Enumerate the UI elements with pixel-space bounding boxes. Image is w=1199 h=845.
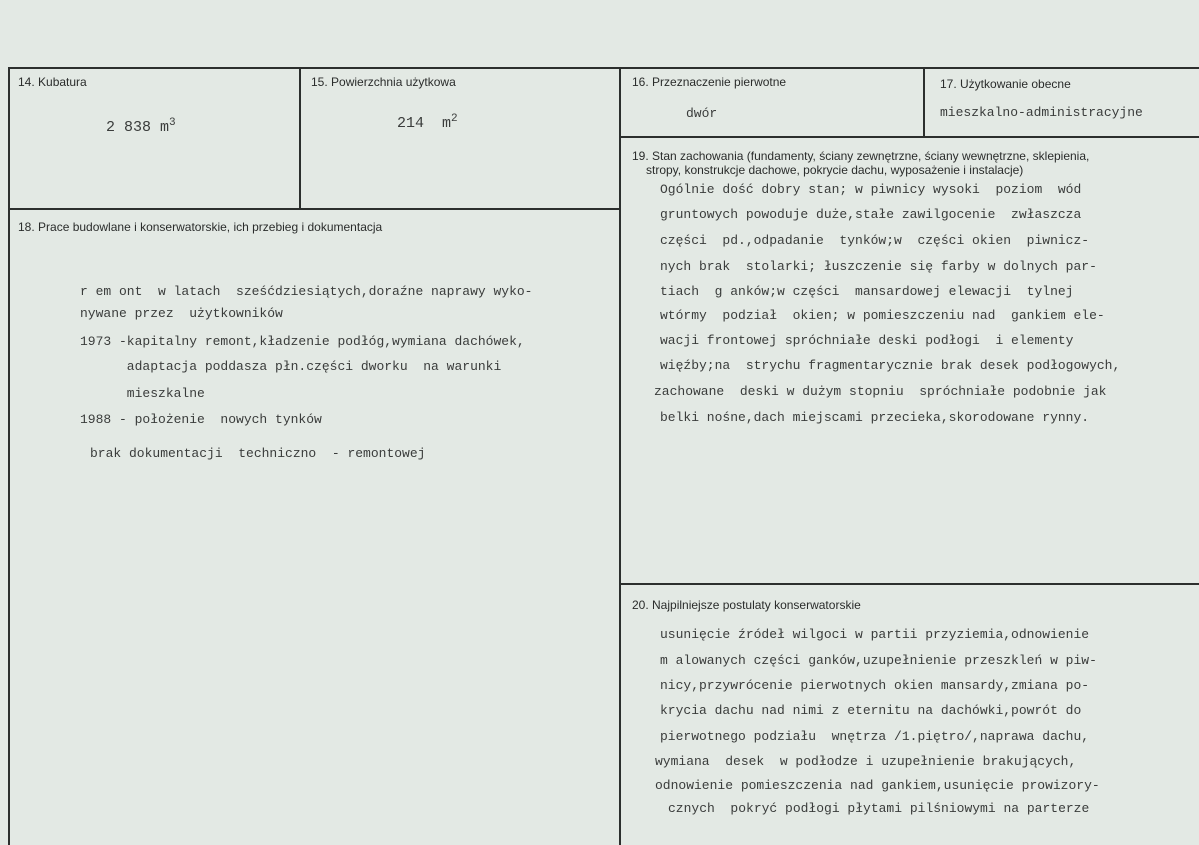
field-18-line: 1988 - położenie nowych tynków	[80, 412, 322, 427]
field-15-unit-sup: 2	[451, 113, 458, 125]
field-16-label: 16. Przeznaczenie pierwotne	[632, 75, 787, 89]
field-19-line: wacji frontowej spróchniałe deski podłogi i elementy	[660, 333, 1074, 348]
field-18-label: 18. Prace budowlane i konserwatorskie, ich przebieg i dokumentacja	[18, 220, 383, 234]
field-19-label-line2: stropy, konstrukcje dachowe, pokrycie dachu, wyposażenie i instalacje)	[646, 163, 1024, 177]
divider-16-17	[923, 67, 925, 137]
field-20-line: krycia dachu nad nimi z eternitu na dachówki,powrót do	[660, 703, 1082, 718]
field-20-line: odnowienie pomieszczenia nad gankiem,usunięcie prowizory-	[655, 778, 1100, 793]
field-18-line: 1973 -kapitalny remont,kładzenie podłóg,wymiana dachówek,	[80, 334, 525, 349]
field-17-label: 17. Użytkowanie obecne	[940, 77, 1071, 91]
field-20-line: m alowanych części ganków,uzupełnienie przeszkleń w piw-	[660, 653, 1097, 668]
line-above-20	[619, 583, 1199, 585]
field-18-line: brak dokumentacji techniczno - remontowej	[90, 446, 426, 461]
field-20-label: 20. Najpilniejsze postulaty konserwatorskie	[632, 598, 861, 612]
field-19-line: belki nośne,dach miejscami przecieka,skorodowane rynny.	[660, 410, 1090, 425]
field-19-line: części pd.,odpadanie tynków;w części okien piwnicz-	[660, 233, 1090, 248]
field-19-line: Ogólnie dość dobry stan; w piwnicy wysoki poziom wód	[660, 182, 1082, 197]
field-18-line: nywane przez użytkowników	[80, 306, 283, 321]
field-19-line: więźby;na strychu fragmentarycznie brak desek podłogowych,	[660, 358, 1121, 373]
field-19-label-line1: 19. Stan zachowania (fundamenty, ściany zewnętrzne, ściany wewnętrzne, sklepienia,	[632, 149, 1090, 163]
field-16-value: dwór	[686, 106, 718, 121]
top-border	[8, 67, 1199, 69]
field-18-line: r em ont w latach sześćdziesiątych,doraźne naprawy wyko-	[80, 284, 533, 299]
field-19-line: wtórmy podział okien; w pomieszczeniu nad gankiem ele-	[660, 308, 1105, 323]
field-14-label: 14. Kubatura	[18, 75, 87, 89]
field-17-value: mieszkalno-administracyjne	[940, 105, 1143, 120]
divider-center	[619, 67, 621, 845]
field-19-line: nych brak stolarki; łuszczenie się farby w dolnych par-	[660, 259, 1097, 274]
field-15-value-text: 214 m	[397, 115, 452, 132]
field-19-line: gruntowych powoduje duże,stałe zawilgocenie zwłaszcza	[660, 207, 1082, 222]
field-15-value	[397, 106, 458, 137]
field-14-value	[106, 110, 176, 141]
field-19-line: tiach g anków;w części mansardowej elewacji tylnej	[660, 284, 1074, 299]
field-15-label: 15. Powierzchnia użytkowa	[311, 75, 456, 89]
line-under-16-17	[619, 136, 1199, 138]
divider-14-15	[299, 67, 301, 209]
field-19-line: zachowane deski w dużym stopniu spróchniałe podobnie jak	[654, 384, 1107, 399]
field-20-line: usunięcie źródeł wilgoci w partii przyziemia,odnowienie	[660, 627, 1090, 642]
field-20-line: pierwotnego podziału wnętrza /1.piętro/,naprawa dachu,	[660, 729, 1090, 744]
left-border	[8, 67, 10, 845]
field-20-line: cznych pokryć podłogi płytami pilśniowymi na parterze	[668, 801, 1090, 816]
field-20-line: wymiana desek w podłodze i uzupełnienie brakujących,	[655, 754, 1077, 769]
field-14-value-text: 2 838 m	[106, 119, 170, 136]
field-20-line: nicy,przywrócenie pierwotnych okien mansardy,zmiana po-	[660, 678, 1090, 693]
field-18-line: adaptacja poddasza płn.części dworku na warunki	[80, 359, 502, 374]
line-under-14-15	[8, 208, 620, 210]
field-14-unit-sup: 3	[169, 117, 176, 129]
field-18-line: mieszkalne	[80, 386, 205, 401]
